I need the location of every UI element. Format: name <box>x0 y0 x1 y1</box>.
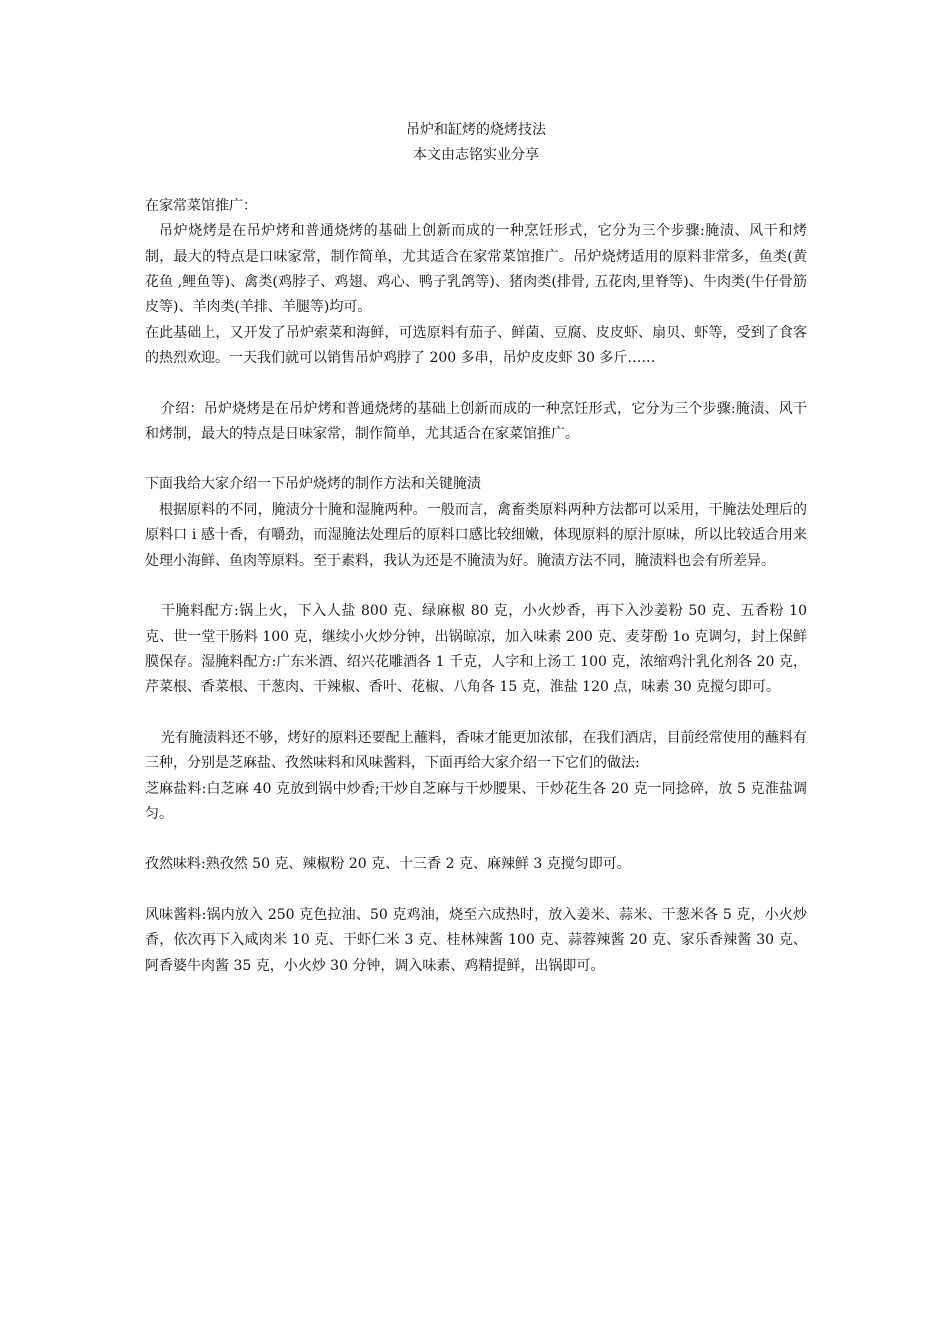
sesame-text: 白芝麻 40 克放到锅中炒香;干炒自芝麻与干炒腰果、干炒花生各 20 克一同捻碎，放 5 克淮盐调匀。 <box>145 780 807 822</box>
paragraph-overview: 吊炉烧烤是在吊炉烤和普通烧烤的基础上创新而成的一种烹饪形式，它分为三个步骤:腌渍、风干和烤制，最大的特点是口味家常，制作简单，尤其适合在家常菜馆推广。吊炉烧烤适用的原料非常多，鱼类(黄花鱼 ,鲤鱼等)、禽类(鸡脖子、鸡翅、鸡心、鸭子乳鸽等)、猪肉类(排骨, 五花肉,里脊等)、牛肉类(牛仔骨筋皮等)、羊肉类(羊排、羊腿等)均可。 <box>145 223 807 316</box>
flavor-label: 风味酱料: <box>145 906 207 923</box>
document-body <box>145 118 807 979</box>
spacer <box>145 372 807 397</box>
cumin-label: 孜然味料: <box>145 856 206 873</box>
paragraph-cumin <box>145 852 807 877</box>
document-title: 吊炉和缸烤的烧烤技法 <box>406 122 546 138</box>
spacer <box>145 574 807 599</box>
cumin-text: 熟孜然 50 克、辣椒粉 20 克、十三香 2 克、麻辣鲜 3 克搅匀即可。 <box>205 856 631 873</box>
paragraph-flavor-sauce <box>145 903 807 979</box>
paragraph-development: 在此基础上，又开发了吊炉索菜和海鲜，可选原料有茄子、鲜菌、豆腐、皮皮虾、扇贝、虾等，受到了食客的热烈欢迎。一天我们就可以销售吊炉鸡脖了 200 多串，吊炉皮皮虾 30 多斤…… <box>145 324 807 367</box>
paragraph-marinating: 根据原料的不同，腌渍分十腌和湿腌两种。一般而言，禽畜类原料两种方法都可以采用，干腌法处理后的原料口 i 感十香，有嚼劲，而湿腌法处理后的原料口感比较细嫩，体现原料的原汁原味，所以比较适合用来处理小海鲜、鱼肉等原料。至于素料，我认为还是不腌渍为好。腌渍方法不同，腌渍料也会有所差异。 <box>145 501 807 569</box>
spacer <box>145 701 807 726</box>
section-heading-method: 下面我给大家介绍一下吊炉烧烤的制作方法和关键腌渍 <box>145 476 481 493</box>
spacer <box>145 878 807 903</box>
paragraph-introduction: 介绍：吊炉烧烤是在吊炉烤和普通烧烤的基础上创新而成的一种烹饪形式，它分为三个步骤:腌渍、风干和烤制，最大的特点是日味家常，制作简单，尤其适合在家菜馆推广。 <box>145 400 807 443</box>
paragraph-recipe: 干腌料配方:锅上火，下入人盐 800 克、绿麻椒 80 克，小火炒香，再下入沙姜粉 50 克、五香粉 10 克、世一堂干肠料 100 克，继续小火炒分钟，出锅晾凉，加入味素 200 克、麦芽酚 1o 克调匀，封上保鲜膜保存。湿腌料配方:广东米酒、绍兴花雕酒各 1 千克，人字和上汤工 100 克，浓缩鸡汁乳化剂各 20 克，芹菜根、香菜根、干葱肉、干辣椒、香叶、花椒、八角各 15 克，淮盐 120 点，味素 30 克搅匀即可。 <box>145 603 807 696</box>
document-subtitle: 本文由志铭实业分享 <box>413 147 539 164</box>
section-heading-promotion: 在家常菜馆推广： <box>145 197 257 214</box>
paragraph-sauce-intro: 光有腌渍料还不够，烤好的原料还要配上蘸料，香味才能更加浓郁，在我们酒店，目前经常使用的蘸料有三种，分别是芝麻盐、孜然味料和风味酱料，下面再给大家介绍一下它们的做法: <box>145 729 807 772</box>
spacer <box>145 827 807 852</box>
sesame-label: 芝麻盐料: <box>145 780 207 797</box>
spacer <box>145 169 807 194</box>
spacer <box>145 447 807 472</box>
paragraph-sesame-salt <box>145 777 807 828</box>
flavor-text: 锅内放入 250 克色拉油、50 克鸡油，烧至六成热时，放入姜米、蒜米、干葱米各 5 克，小火炒香，依次再下入咸肉米 10 克、干虾仁米 3 克、桂林辣酱 100 克、蒜蓉辣酱 20 克、家乐香辣酱 30 克、阿香婆牛肉酱 35 克，小火炒 30 分钟，调入味素、鸡精提鲜，出锅即可。 <box>145 906 808 974</box>
